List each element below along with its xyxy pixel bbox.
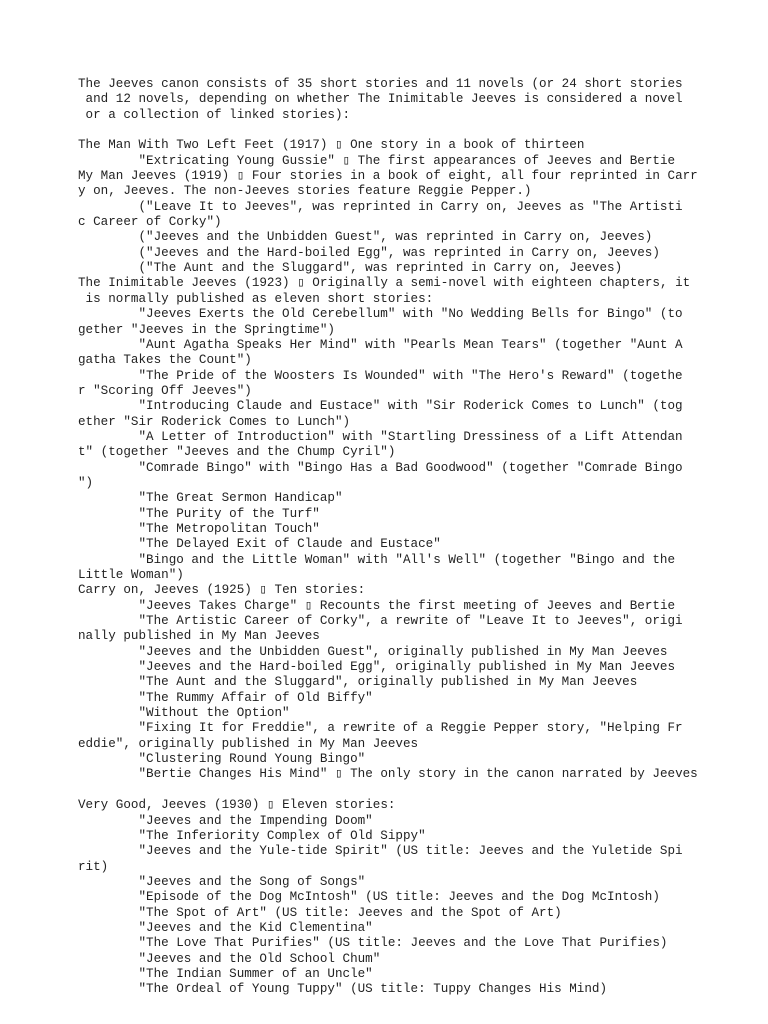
text-line: gether "Jeeves in the Springtime") xyxy=(78,322,335,337)
text-line: "Fixing It for Freddie", a rewrite of a Reggie Pepper story, "Helping Fr xyxy=(78,721,683,736)
text-line: "Aunt Agatha Speaks Her Mind" with "Pearls Mean Tears" (together "Aunt A xyxy=(78,337,683,352)
text-line: "The Great Sermon Handicap" xyxy=(78,491,343,506)
text-line: The Inimitable Jeeves (1923) ▯ Originally a semi-novel with eighteen chapters, it xyxy=(78,276,691,291)
text-line: Very Good, Jeeves (1930) ▯ Eleven stories: xyxy=(78,798,396,813)
text-line: "The Inferiority Complex of Old Sippy" xyxy=(78,828,426,843)
text-line: "Jeeves and the Impending Doom" xyxy=(78,813,373,828)
text-line: "The Love That Purifies" (US title: Jeeves and the Love That Purifies) xyxy=(78,936,668,951)
text-line: "Extricating Young Gussie" ▯ The first appearances of Jeeves and Bertie xyxy=(78,153,676,168)
text-line: rit) xyxy=(78,859,109,874)
text-line: Little Woman") xyxy=(78,568,184,582)
text-line: "The Rummy Affair of Old Biffy" xyxy=(78,690,373,705)
text-line: ("Jeeves and the Hard-boiled Egg", was reprinted in Carry on, Jeeves) xyxy=(78,245,660,260)
text-line: "The Purity of the Turf" xyxy=(78,506,320,521)
text-line: "The Metropolitan Touch" xyxy=(78,521,320,536)
text-line: "The Aunt and the Sluggard", originally published in My Man Jeeves xyxy=(78,675,638,690)
document-body xyxy=(78,77,718,998)
text-line: "Jeeves and the Yule-tide Spirit" (US title: Jeeves and the Yuletide Spi xyxy=(78,844,683,859)
text-line: "The Delayed Exit of Claude and Eustace" xyxy=(78,537,441,552)
text-line: "Jeeves and the Unbidden Guest", originally published in My Man Jeeves xyxy=(78,644,668,659)
text-line: and 12 novels, depending on whether The Inimitable Jeeves is considered a novel xyxy=(78,92,683,107)
text-line: "Bingo and the Little Woman" with "All's Well" (together "Bingo and the xyxy=(78,552,676,567)
text-line: ("Jeeves and the Unbidden Guest", was reprinted in Carry on, Jeeves) xyxy=(78,230,653,245)
text-line: y on, Jeeves. The non-Jeeves stories feature Reggie Pepper.) xyxy=(78,184,532,199)
text-line: eddie", originally published in My Man Jeeves xyxy=(78,736,419,751)
text-line: ") xyxy=(78,475,94,490)
text-line: Carry on, Jeeves (1925) ▯ Ten stories: xyxy=(78,583,366,598)
text-line: t" (together "Jeeves and the Chump Cyril") xyxy=(78,445,396,460)
text-line: ("Leave It to Jeeves", was reprinted in Carry on, Jeeves as "The Artisti xyxy=(78,199,683,214)
text-line: "The Pride of the Woosters Is Wounded" with "The Hero's Reward" (togethe xyxy=(78,368,683,383)
text-line: "Clustering Round Young Bingo" xyxy=(78,752,366,767)
text-line: "Without the Option" xyxy=(78,706,290,721)
text-line: nally published in My Man Jeeves xyxy=(78,629,320,644)
text-line: "Jeeves and the Kid Clementina" xyxy=(78,920,373,935)
text-line: "Bertie Changes His Mind" ▯ The only story in the canon narrated by Jeeves xyxy=(78,767,698,782)
text-line: is normally published as eleven short stories: xyxy=(78,291,434,306)
text-line: "Jeeves and the Song of Songs" xyxy=(78,874,366,889)
text-line: "Jeeves Exerts the Old Cerebellum" with "No Wedding Bells for Bingo" (to xyxy=(78,307,683,322)
text-line: "Jeeves and the Old School Chum" xyxy=(78,951,381,966)
text-line: "The Ordeal of Young Tuppy" (US title: Tuppy Changes His Mind) xyxy=(78,982,608,997)
text-line: gatha Takes the Count") xyxy=(78,353,252,368)
blank-line xyxy=(78,123,718,138)
text-line: "Jeeves and the Hard-boiled Egg", originally published in My Man Jeeves xyxy=(78,660,676,675)
text-line: My Man Jeeves (1919) ▯ Four stories in a book of eight, all four reprinted in Carr xyxy=(78,169,698,184)
blank-line xyxy=(78,783,718,798)
text-line: "Jeeves Takes Charge" ▯ Recounts the first meeting of Jeeves and Bertie xyxy=(78,598,676,613)
text-line: "The Artistic Career of Corky", a rewrite of "Leave It to Jeeves", origi xyxy=(78,614,683,629)
text-line: "Introducing Claude and Eustace" with "Sir Roderick Comes to Lunch" (tog xyxy=(78,399,683,414)
text-line: r "Scoring Off Jeeves") xyxy=(78,383,252,398)
text-line: c Career of Corky") xyxy=(78,215,222,230)
text-line: "Comrade Bingo" with "Bingo Has a Bad Goodwood" (together "Comrade Bingo xyxy=(78,460,683,475)
text-line: "The Spot of Art" (US title: Jeeves and the Spot of Art) xyxy=(78,905,562,920)
text-line: The Man With Two Left Feet (1917) ▯ One story in a book of thirteen xyxy=(78,138,585,153)
text-line: "The Indian Summer of an Uncle" xyxy=(78,966,373,981)
text-line: "Episode of the Dog McIntosh" (US title: Jeeves and the Dog McIntosh) xyxy=(78,890,660,905)
text-line: "A Letter of Introduction" with "Startling Dressiness of a Lift Attendan xyxy=(78,429,683,444)
text-line: The Jeeves canon consists of 35 short stories and 11 novels (or 24 short stories xyxy=(78,77,683,91)
text-line: ether "Sir Roderick Comes to Lunch") xyxy=(78,414,351,429)
text-line: ("The Aunt and the Sluggard", was reprinted in Carry on, Jeeves) xyxy=(78,261,623,276)
text-line: or a collection of linked stories): xyxy=(78,107,351,122)
